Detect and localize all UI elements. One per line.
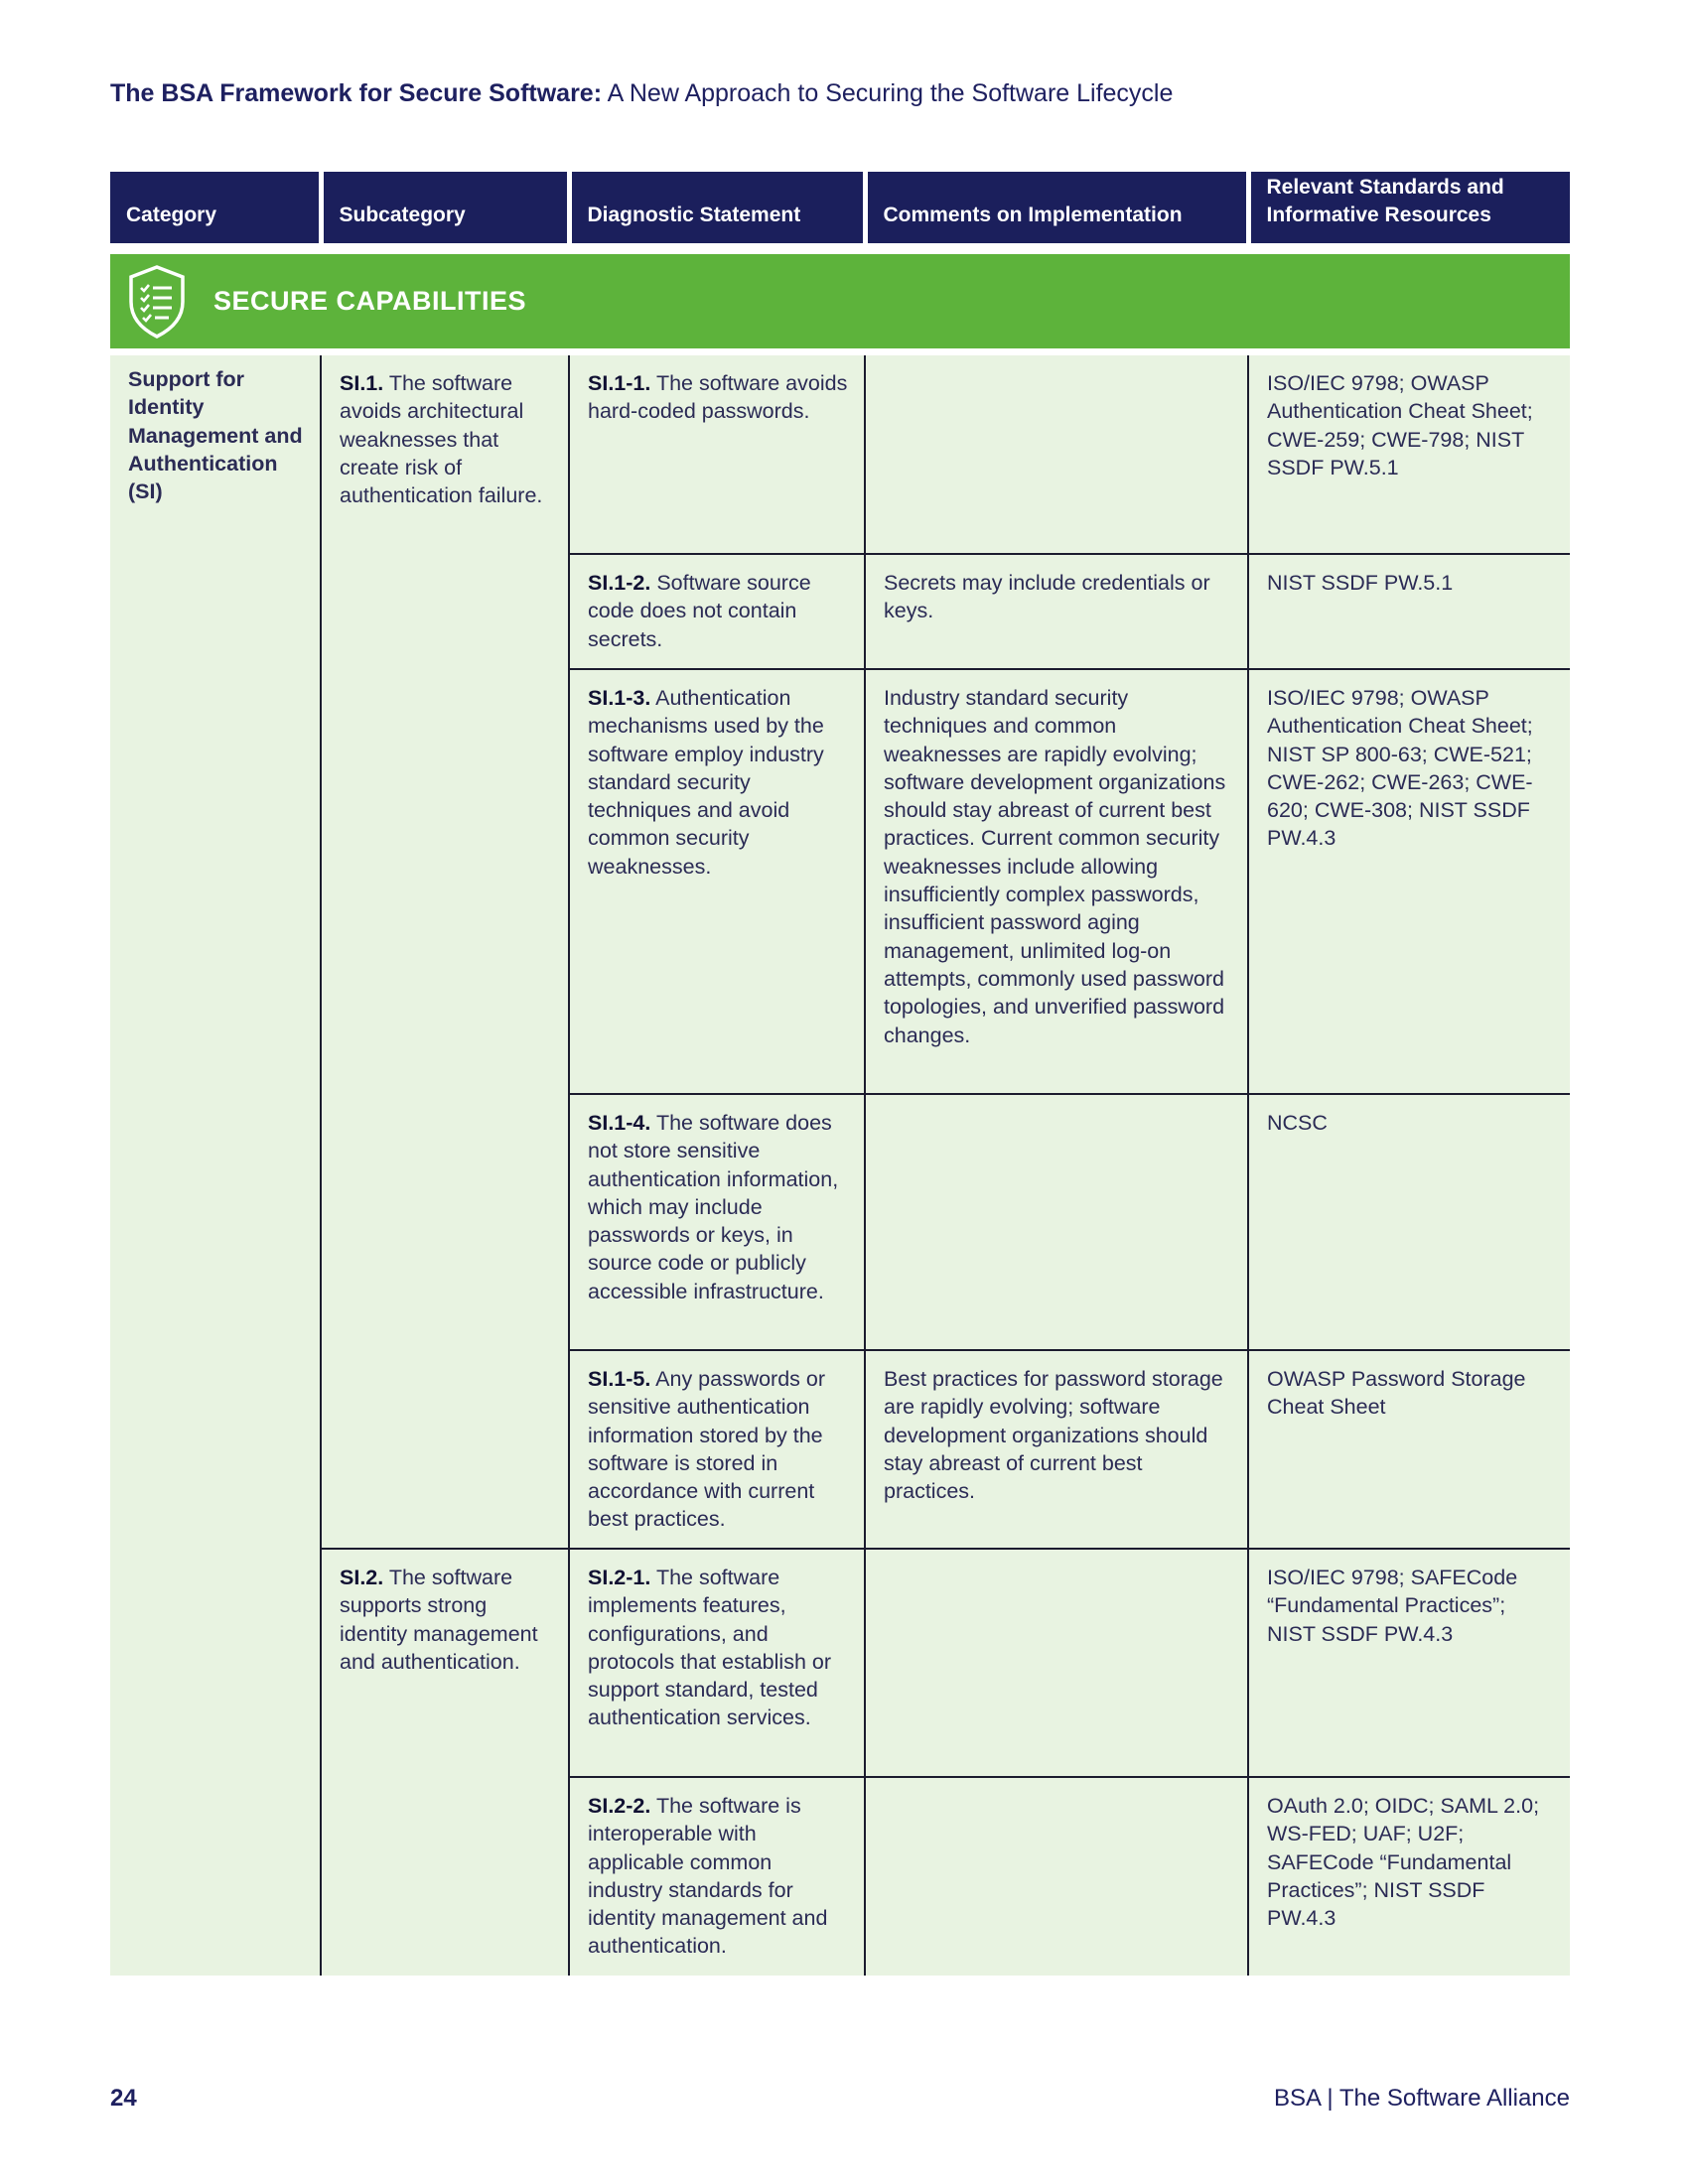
subcategory-text: The software supports strong identity management and authentication. bbox=[340, 1566, 538, 1674]
statement-id: SI.1-5. bbox=[588, 1367, 651, 1391]
resources-cell: OAuth 2.0; OIDC; SAML 2.0; WS-FED; UAF; U2F; SAFECode “Fundamental Practices”; NIST SSDF PW.4.3 bbox=[1248, 1777, 1570, 1976]
column-header-resources: Relevant Standards and Informative Resources bbox=[1248, 172, 1570, 243]
statement-id: SI.1-1. bbox=[588, 371, 651, 395]
comments-cell: Industry standard security techniques and common weaknesses are rapidly evolving; software development organizations should stay abreast of current best practices. Current common security weaknesses include allowing insufficiently complex passwords, insufficient password aging management, unlimited log-on attempts, commonly used password topologies, and unverified password changes. bbox=[865, 669, 1248, 1094]
subcategory-text: The software avoids architectural weaknesses that create risk of authentication failure. bbox=[340, 371, 543, 508]
resources-cell: OWASP Password Storage Cheat Sheet bbox=[1248, 1350, 1570, 1549]
statement-id: SI.1-4. bbox=[588, 1111, 651, 1135]
resources-cell: NIST SSDF PW.5.1 bbox=[1248, 554, 1570, 669]
footer-organization: BSA | The Software Alliance bbox=[1274, 2085, 1570, 2112]
statement-text: The software is interoperable with applicable common industry standards for identity management and authentication. bbox=[588, 1794, 828, 1959]
statement-cell bbox=[569, 1549, 865, 1777]
subcategory-id: SI.1. bbox=[340, 371, 384, 395]
table-row bbox=[110, 355, 1570, 554]
shield-checklist-icon bbox=[126, 264, 188, 340]
statement-text: Authentication mechanisms used by the software employ industry standard security techniques and avoid common security weaknesses. bbox=[588, 686, 824, 879]
statement-text: The software avoids hard-coded passwords. bbox=[588, 371, 848, 424]
resources-cell: NCSC bbox=[1248, 1094, 1570, 1350]
statement-id: SI.2-1. bbox=[588, 1566, 651, 1589]
table-row bbox=[110, 1549, 1570, 1777]
resources-cell: ISO/IEC 9798; OWASP Authentication Cheat Sheet; NIST SP 800-63; CWE-521; CWE-262; CWE-263; CWE-620; CWE-308; NIST SSDF PW.4.3 bbox=[1248, 669, 1570, 1094]
comments-cell bbox=[865, 1094, 1248, 1350]
resources-cell: ISO/IEC 9798; SAFECode “Fundamental Practices”; NIST SSDF PW.4.3 bbox=[1248, 1549, 1570, 1777]
category-cell: Support for Identity Management and Authentication (SI) bbox=[110, 355, 321, 1976]
subcategory-id: SI.2. bbox=[340, 1566, 384, 1589]
statement-cell bbox=[569, 355, 865, 554]
column-header-category: Category bbox=[110, 172, 321, 243]
resources-cell: ISO/IEC 9798; OWASP Authentication Cheat Sheet; CWE-259; CWE-798; NIST SSDF PW.5.1 bbox=[1248, 355, 1570, 554]
section-banner bbox=[110, 254, 1570, 348]
document-title bbox=[110, 79, 1173, 108]
statement-cell bbox=[569, 1350, 865, 1549]
page-number: 24 bbox=[110, 2085, 137, 2112]
document-title-rest: A New Approach to Securing the Software Lifecycle bbox=[607, 79, 1174, 107]
subcategory-cell bbox=[321, 1549, 569, 1976]
framework-table bbox=[110, 172, 1570, 1976]
statement-cell bbox=[569, 554, 865, 669]
statement-id: SI.2-2. bbox=[588, 1794, 651, 1818]
statement-text: The software implements features, configurations, and protocols that establish or support standard, tested authentication services. bbox=[588, 1566, 831, 1730]
comments-cell bbox=[865, 1777, 1248, 1976]
statement-text: Software source code does not contain secrets. bbox=[588, 571, 811, 651]
subcategory-cell bbox=[321, 355, 569, 1549]
column-header-diagnostic-statement: Diagnostic Statement bbox=[569, 172, 865, 243]
comments-cell: Secrets may include credentials or keys. bbox=[865, 554, 1248, 669]
statement-cell bbox=[569, 1094, 865, 1350]
document-title-bold: The BSA Framework for Secure Software: bbox=[110, 79, 603, 107]
column-header-subcategory: Subcategory bbox=[321, 172, 569, 243]
comments-cell bbox=[865, 355, 1248, 554]
comments-cell: Best practices for password storage are rapidly evolving; software development organizations should stay abreast of current best practices. bbox=[865, 1350, 1248, 1549]
statement-cell bbox=[569, 669, 865, 1094]
statement-id: SI.1-3. bbox=[588, 686, 651, 710]
statement-text: The software does not store sensitive authentication information, which may include passwords or keys, in source code or publicly accessible infrastructure. bbox=[588, 1111, 839, 1303]
comments-cell bbox=[865, 1549, 1248, 1777]
statement-cell bbox=[569, 1777, 865, 1976]
statement-text: Any passwords or sensitive authentication information stored by the software is stored in accordance with current best practices. bbox=[588, 1367, 826, 1532]
statement-id: SI.1-2. bbox=[588, 571, 651, 595]
table-header-row bbox=[110, 172, 1570, 243]
column-header-comments: Comments on Implementation bbox=[865, 172, 1248, 243]
section-banner-label: SECURE CAPABILITIES bbox=[213, 286, 527, 316]
